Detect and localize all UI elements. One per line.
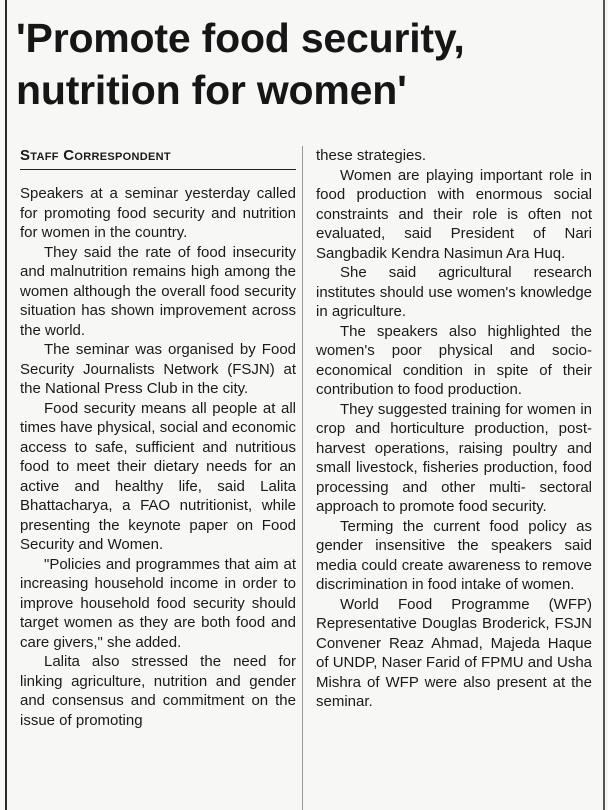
article-paragraph: World Food Programme (WFP) Representative Douglas Broderick, FSJN Convener Reaz Ahmad, Majeda Haque of UNDP, Naser Farid of FPMU and Usha Mishra of WFP were also present at the seminar.	[316, 595, 592, 710]
article-column-right	[316, 146, 592, 712]
article-paragraph: The seminar was organised by Food Security Journalists Network (FSJN) at the National Press Club in the city.	[20, 341, 296, 397]
clipping-left-border	[5, 0, 7, 810]
article-paragraph: They suggested training for women in crop and horticulture production, post-harvest operations, raising poultry and small livestock, fisheries production, food processing and other multi- sectoral approach to promote food security.	[316, 400, 592, 515]
article-paragraph: Women are playing important role in food production with enormous social constraints and their role is often not evaluated, said President of Nari Sangbadik Kendra Nasimun Ara Huq.	[316, 166, 592, 262]
column-divider	[302, 146, 303, 810]
article-paragraph: She said agricultural research institutes should use women's knowledge in agriculture.	[316, 264, 592, 320]
article-byline: Staff Correspondent	[20, 146, 296, 170]
article-headline: 'Promote food security, nutrition for women'	[16, 15, 465, 113]
article-column-left	[20, 146, 296, 730]
article-paragraph: They said the rate of food insecurity and malnutrition remains high among the women although the overall food security situation has shown improvement across the world.	[20, 243, 296, 339]
article-paragraph: Terming the current food policy as gender insensitive the speakers said media could create awareness to remove discrimination in food intake of women.	[316, 517, 592, 593]
article-paragraph: these strategies.	[316, 147, 427, 164]
article-paragraph: The speakers also highlighted the women's poor physical and socio-economical condition in spite of their contribution to food production.	[316, 322, 592, 398]
article-paragraph: Speakers at a seminar yesterday called for promoting food security and nutrition for women in the country.	[20, 185, 296, 241]
article-paragraph: Food security means all people at all times have physical, social and economic access to safe, sufficient and nutritious food to meet their dietary needs for an active and healthy life, said Lalita Bhattacharya, a FAO nutritionist, while presenting the keynote paper on Food Security and Women.	[20, 399, 296, 553]
article-paragraph: "Policies and programmes that aim at increasing household income in order to improve household food security should target women as they are both food and care givers," she added.	[20, 555, 296, 651]
article-paragraph: Lalita also stressed the need for linking agriculture, nutrition and gender and consensus and commitment on the issue of promoting	[20, 653, 296, 729]
clipping-right-border	[603, 0, 605, 810]
